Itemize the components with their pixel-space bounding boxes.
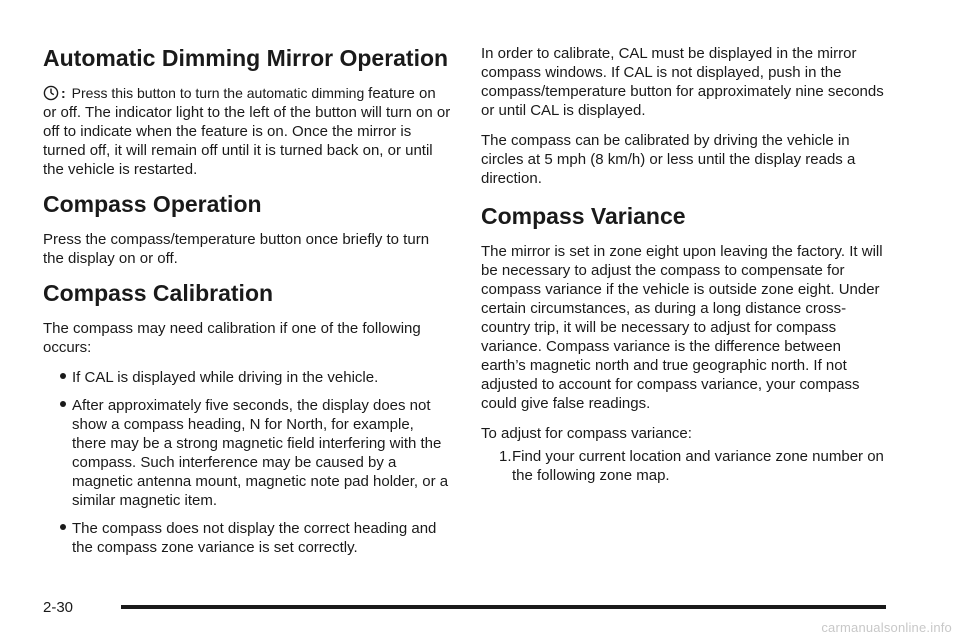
bullet-icon — [60, 373, 66, 379]
step-text: Find your current location and variance zone number on the following zone map. — [512, 448, 884, 484]
list-item — [60, 396, 451, 510]
compass-operation-body: Press the compass/temperature button once briefly to turn the display on or off. — [43, 231, 430, 267]
left-column — [43, 44, 451, 566]
footer-rule — [121, 605, 886, 609]
compass-operation-section — [43, 190, 451, 268]
compass-variance-body: The mirror is set in zone eight upon leaving the factory. It will be necessary to adjust the compass to compensate for compass variance if the vehicle is outside zone eight. Under certain circumstances, as during a long distance cross-country trip, it will be necessary to adjust for compass variance. Compass variance is the difference between earth’s magnetic north and true geographic north. If not adjusted to account for compass variance, your compass could give false readings. — [481, 243, 883, 412]
dimming-body-text: feature on or off. The indicator light to the left of the button will turn on or off to indicate when the feature is on. Once the mirror is turned off, it will remain off until it is turned back on, or until the vehicle is restarted. — [43, 85, 451, 178]
list-item — [60, 519, 451, 557]
compass-calibration-heading: Compass Calibration — [43, 280, 274, 306]
list-item — [60, 368, 451, 387]
compass-calibration-section — [43, 279, 451, 557]
watermark: carmanualsonline.info — [821, 620, 952, 635]
step-number: 1. — [499, 448, 512, 465]
dimming-heading: Automatic Dimming Mirror Operation — [43, 45, 449, 71]
bullet-icon — [60, 524, 66, 530]
bullet-text: After approximately five seconds, the display does not show a compass heading, N for North, for example, there may be a strong magnetic field interfering with the compass. Such interference may be caused by a magnetic antenna mount, magnetic note pad holder, or a similar magnetic item. — [72, 397, 449, 509]
dimming-symbol-text: Press this button to turn the automatic dimming — [71, 85, 365, 101]
calibrate-paragraph-1: In order to calibrate, CAL must be displayed in the mirror compass windows. If CAL is not displayed, push in the compass/temperature button for approximately nine seconds or until CAL is displayed. — [481, 45, 884, 119]
page-footer — [43, 598, 886, 618]
dimming-section — [43, 44, 451, 179]
page-number: 2-30 — [43, 599, 74, 616]
dimming-body — [43, 84, 451, 179]
bullet-text: The compass does not display the correct heading and the compass zone variance is set correctly. — [72, 520, 437, 556]
bullet-icon — [60, 401, 66, 407]
list-item — [499, 447, 889, 485]
calibrate-paragraph-2: The compass can be calibrated by driving the vehicle in circles at 5 mph (8 km/h) or less until the display reads a direction. — [481, 132, 856, 187]
clock-icon — [43, 85, 59, 101]
compass-variance-section — [481, 202, 889, 485]
right-column — [481, 44, 889, 491]
adjust-steps-list — [481, 447, 889, 485]
calibration-bullet-list — [43, 368, 451, 557]
compass-operation-heading: Compass Operation — [43, 191, 262, 217]
compass-calibration-body: The compass may need calibration if one of the following occurs: — [43, 320, 421, 356]
adjust-intro: To adjust for compass variance: — [481, 425, 692, 442]
dimming-symbol-line — [43, 85, 368, 101]
bullet-text: If CAL is displayed while driving in the vehicle. — [72, 369, 379, 386]
symbol-colon: : — [61, 85, 66, 101]
compass-variance-heading: Compass Variance — [481, 203, 686, 229]
